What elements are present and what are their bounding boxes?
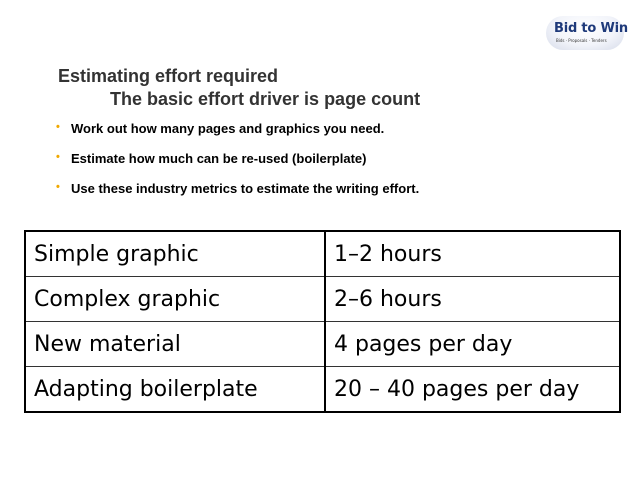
slide-subtitle: The basic effort driver is page count (110, 89, 421, 109)
bullet-dot-icon: • (56, 151, 60, 163)
logo-text: Bid to Win (554, 21, 628, 36)
metric-item-cell: Simple graphic (25, 231, 325, 277)
metric-effort-cell: 1–2 hours (325, 231, 620, 277)
metric-effort-cell: 4 pages per day (325, 322, 620, 367)
table-row (25, 322, 620, 367)
slide-title: Estimating effort required (58, 66, 279, 86)
bullet-dot-icon: • (56, 181, 60, 193)
table-row (25, 231, 620, 277)
bullet-text: Work out how many pages and graphics you need. (71, 121, 385, 136)
bullet-list (56, 121, 419, 211)
metric-item-cell: New material (25, 322, 325, 367)
table-row (25, 277, 620, 322)
bullet-item (56, 121, 419, 151)
bullet-text: Estimate how much can be re-used (boilerplate) (71, 151, 367, 166)
effort-metrics-table (24, 230, 621, 413)
bid-to-win-logo (546, 16, 628, 50)
bullet-item (56, 151, 419, 181)
metric-effort-cell: 2–6 hours (325, 277, 620, 322)
metric-item-cell: Adapting boilerplate (25, 367, 325, 413)
table-row (25, 367, 620, 413)
metric-effort-cell: 20 – 40 pages per day (325, 367, 620, 413)
metric-item-cell: Complex graphic (25, 277, 325, 322)
bullet-item (56, 181, 419, 211)
logo-tagline: Bids · Proposals · Tenders (556, 38, 607, 43)
bullet-text: Use these industry metrics to estimate the writing effort. (71, 181, 420, 196)
bullet-dot-icon: • (56, 121, 60, 133)
